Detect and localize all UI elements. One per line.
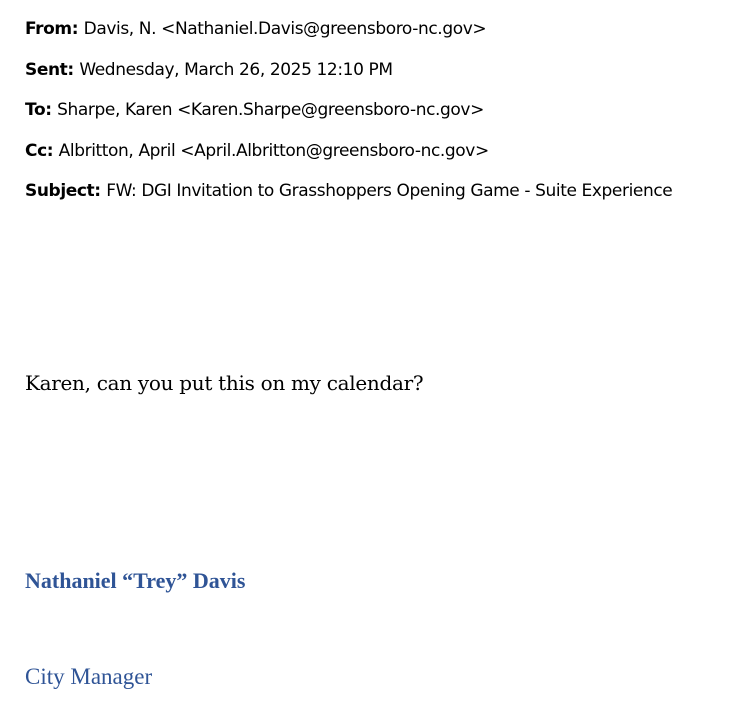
subject-value: FW: DGI Invitation to Grasshoppers Opening Game - Suite Experience [106,181,673,201]
to-row [25,97,745,138]
sent-label: Sent: [25,59,80,80]
cc-label: Cc: [25,140,59,161]
signature-title: City Manager [25,664,153,689]
from-row [25,16,745,57]
subject-row [25,178,745,219]
signature-name: Nathaniel “Trey” Davis [25,568,246,593]
from-label: From: [25,19,84,39]
message-body: Karen, can you put this on my calendar? [25,371,424,395]
to-value: Sharpe, Karen <Karen.Sharpe@greensboro-nc.gov> [57,100,484,120]
subject-label: Subject: [25,181,107,201]
to-label: To: [25,100,58,120]
sent-value: Wednesday, March 26, 2025 12:10 PM [79,59,393,80]
from-value: Davis, N. <Nathaniel.Davis@greensboro-nc.gov> [83,19,487,39]
sent-row [25,57,745,98]
cc-value: Albritton, April <April.Albritton@greensboro-nc.gov> [58,140,489,161]
cc-row [25,138,745,179]
email-header [25,16,745,219]
